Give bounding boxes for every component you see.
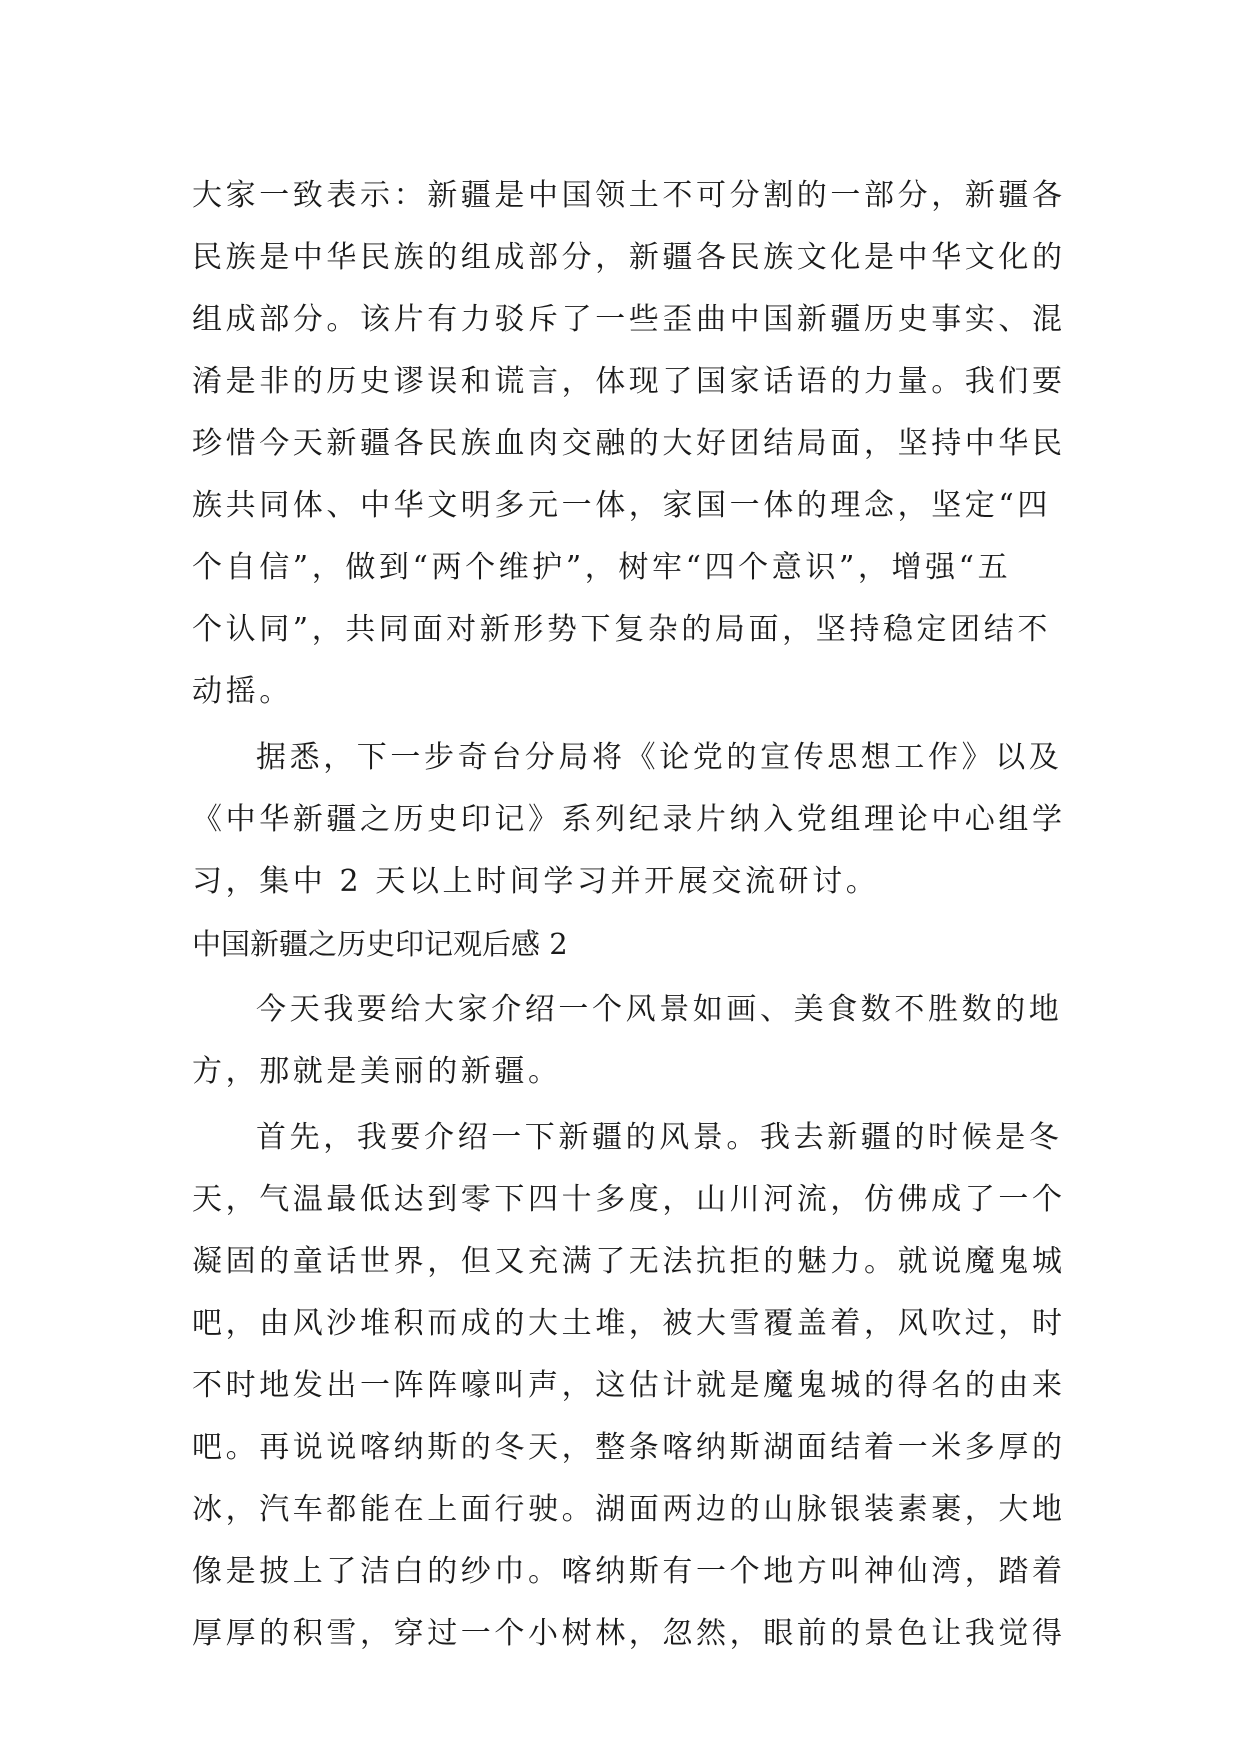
paragraph-1-line-2: 民族是中华民族的组成部分，新疆各民族文化是中华文化的 (192, 240, 1066, 275)
paragraph-1-line-6: 族共同体、中华文明多元一体，家国一体的理念，坚定“四 (192, 488, 1051, 523)
paragraph-2-line-1: 据悉，下一步奇台分局将《论党的宣传思想工作》以及 (256, 740, 1063, 775)
paragraph-4-line-6: 吧。再说说喀纳斯的冬天，整条喀纳斯湖面结着一米多厚的 (192, 1430, 1066, 1465)
paragraph-1-line-3: 组成部分。该片有力驳斥了一些歪曲中国新疆历史事实、混 (192, 302, 1066, 337)
paragraph-4-line-7: 冰，汽车都能在上面行驶。湖面两边的山脉银装素裹，大地 (192, 1492, 1066, 1527)
paragraph-4-line-5: 不时地发出一阵阵嚎叫声，这估计就是魔鬼城的得名的由来 (192, 1368, 1066, 1403)
paragraph-1-line-1: 大家一致表示：新疆是中国领土不可分割的一部分，新疆各 (192, 178, 1066, 213)
paragraph-2-line-3: 习，集中 2 天以上时间学习并开展交流研讨。 (192, 864, 880, 899)
paragraph-4-line-2: 天，气温最低达到零下四十多度，山川河流，仿佛成了一个 (192, 1182, 1066, 1217)
section-heading: 中国新疆之历史印记观后感 2 (192, 927, 568, 961)
paragraph-3-line-2: 方，那就是美丽的新疆。 (192, 1054, 562, 1089)
paragraph-4-line-8: 像是披上了洁白的纱巾。喀纳斯有一个地方叫神仙湾，踏着 (192, 1554, 1066, 1589)
paragraph-1-line-8: 个认同”，共同面对新形势下复杂的局面，坚持稳定团结不 (192, 612, 1051, 647)
paragraph-4-line-9: 厚厚的积雪，穿过一个小树林，忽然，眼前的景色让我觉得 (192, 1616, 1066, 1651)
paragraph-1-line-4: 淆是非的历史谬误和谎言，体现了国家话语的力量。我们要 (192, 364, 1066, 399)
paragraph-3-line-1: 今天我要给大家介绍一个风景如画、美食数不胜数的地 (256, 992, 1063, 1027)
paragraph-1-line-5: 珍惜今天新疆各民族血肉交融的大好团结局面，坚持中华民 (192, 426, 1066, 461)
paragraph-1-line-7: 个自信”，做到“两个维护”，树牢“四个意识”，增强“五 (192, 550, 1012, 585)
paragraph-2-line-2: 《中华新疆之历史印记》系列纪录片纳入党组理论中心组学 (192, 802, 1066, 837)
paragraph-4-line-4: 吧，由风沙堆积而成的大土堆，被大雪覆盖着，风吹过，时 (192, 1306, 1066, 1341)
paragraph-1-line-9: 动摇。 (192, 674, 293, 709)
paragraph-4-line-1: 首先，我要介绍一下新疆的风景。我去新疆的时候是冬 (256, 1120, 1063, 1155)
paragraph-4-line-3: 凝固的童话世界，但又充满了无法抗拒的魅力。就说魔鬼城 (192, 1244, 1066, 1279)
